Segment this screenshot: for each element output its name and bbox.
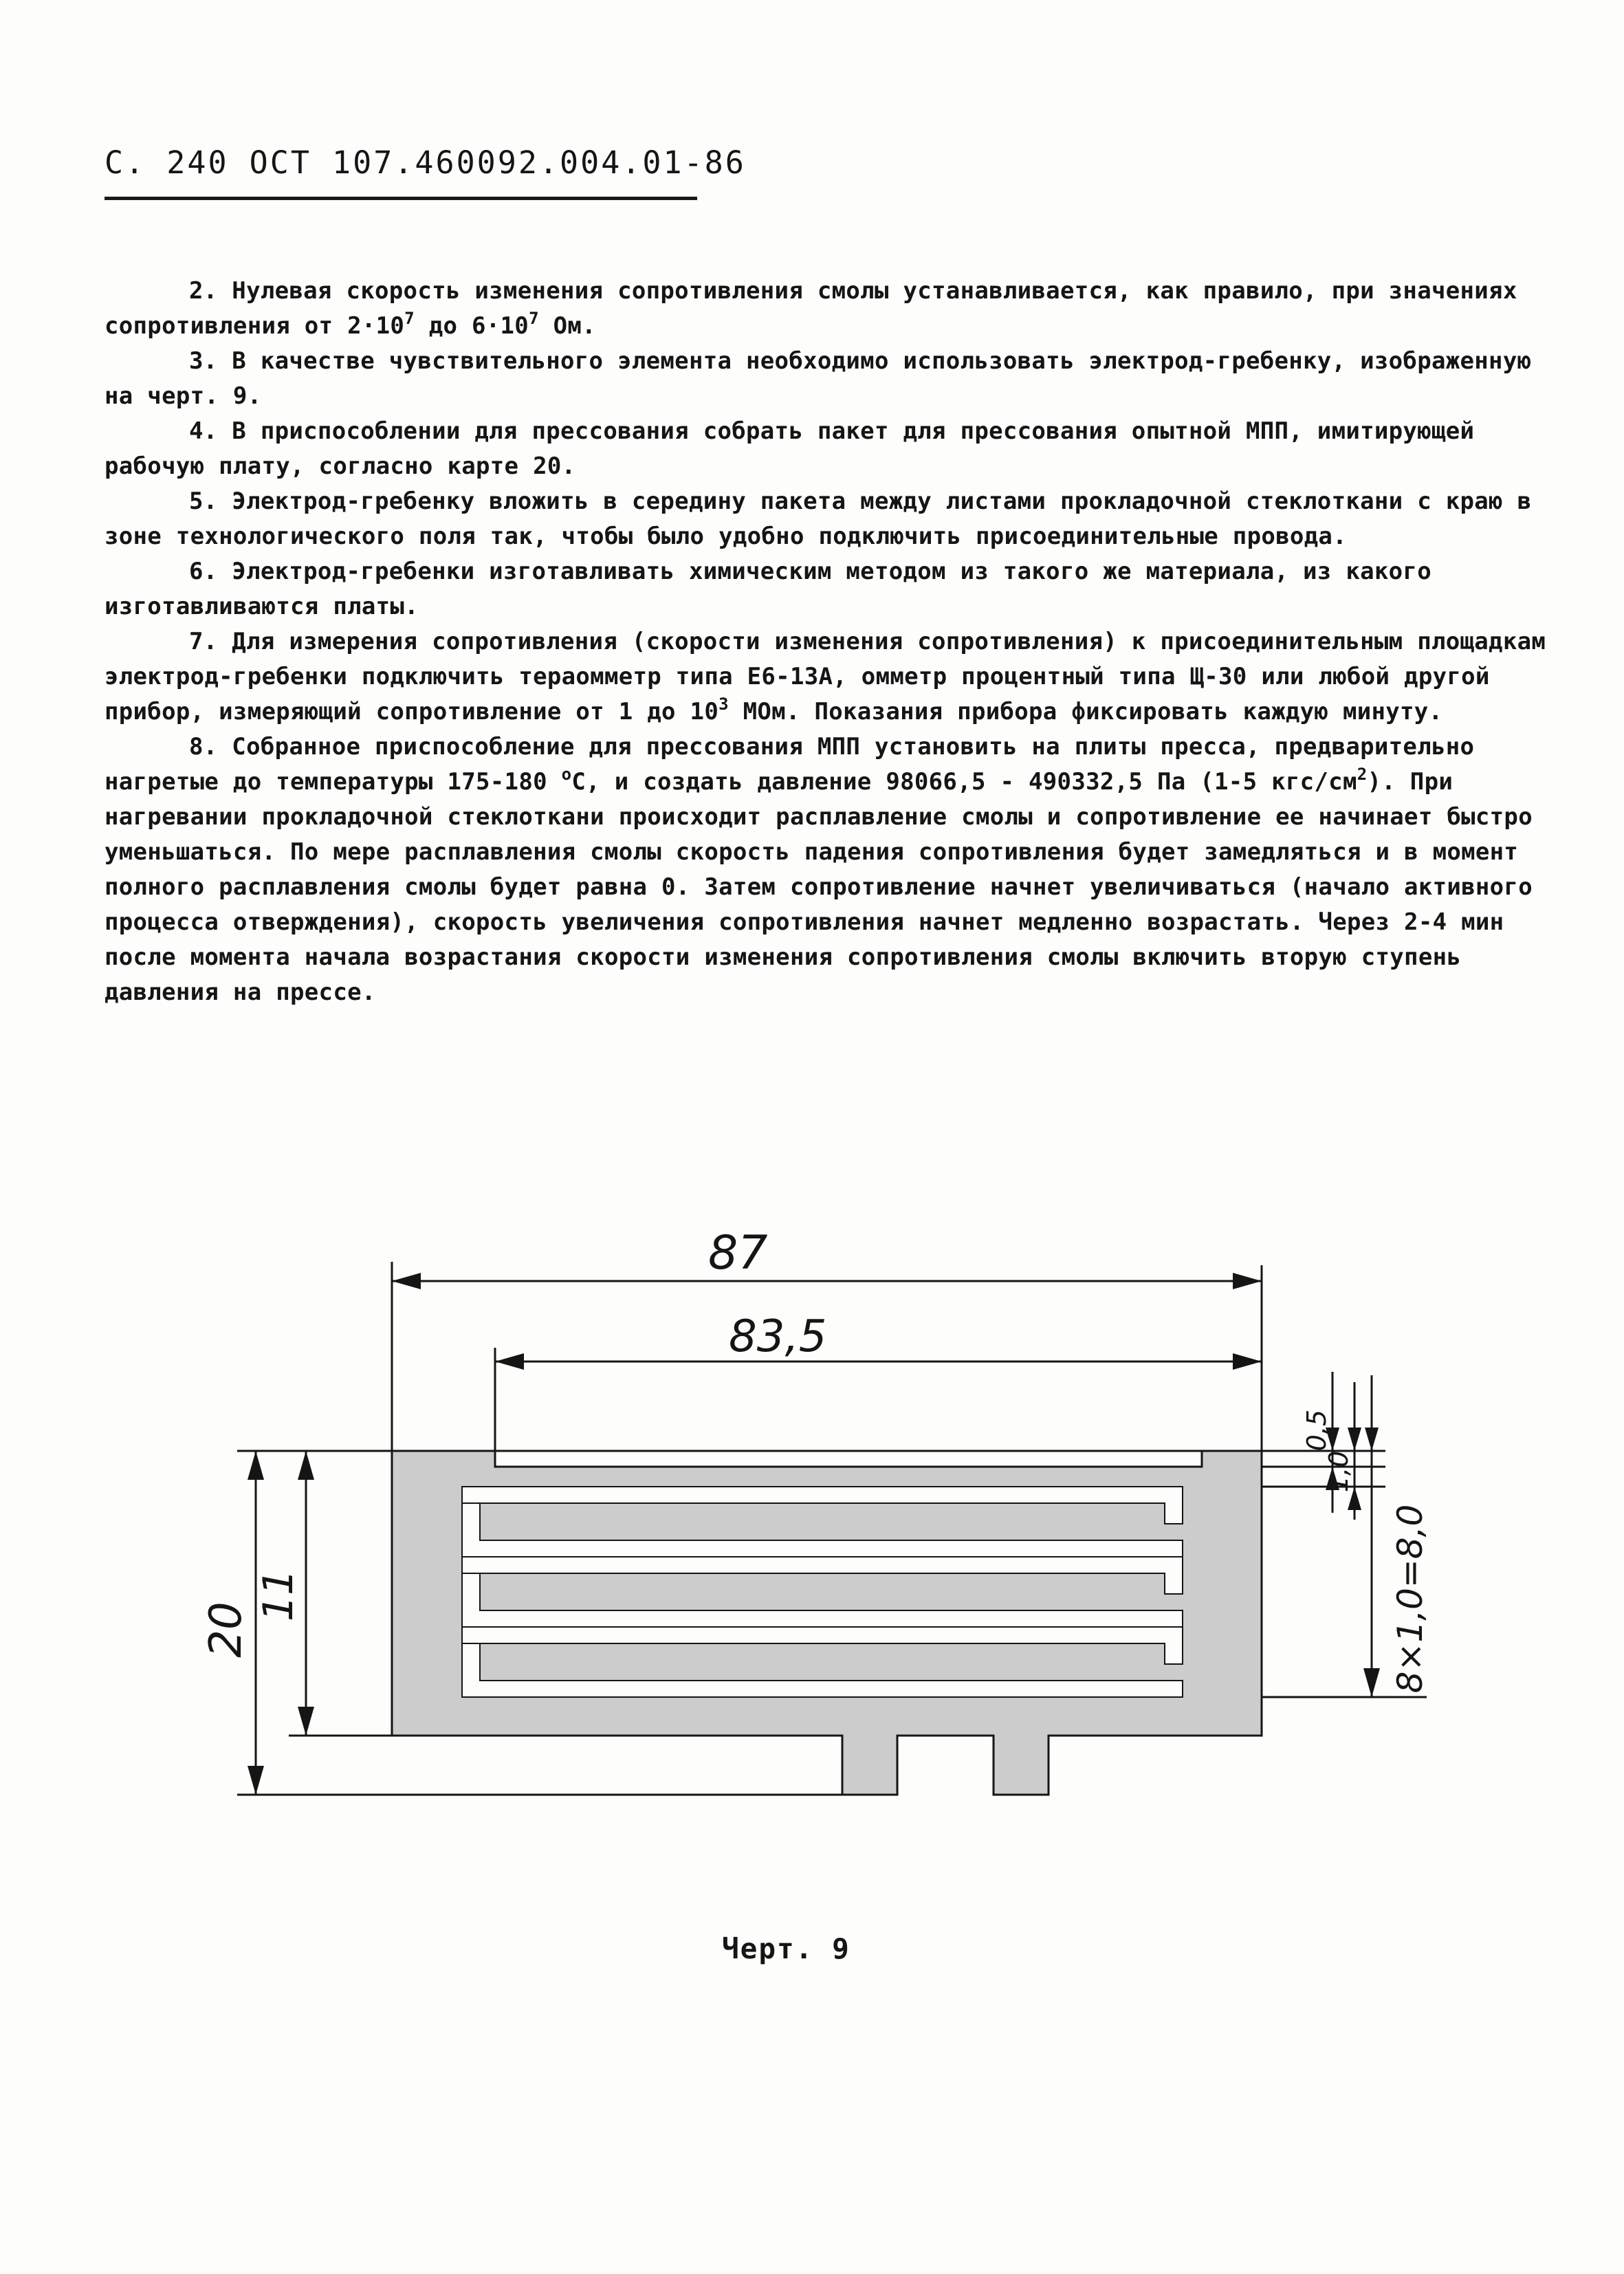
exponent: 7	[529, 308, 539, 328]
arrowhead	[1363, 1668, 1380, 1697]
exponent: 2	[1357, 764, 1368, 784]
paragraph-8	[105, 730, 1548, 1010]
arrowhead	[1233, 1273, 1262, 1289]
arrowhead	[392, 1273, 421, 1289]
dim-label-1-0: 1,0	[1324, 1450, 1354, 1493]
paragraph-8-text-b: С, и создать давление 98066,5 - 490332,5 Па (1-5 кгс/см	[571, 768, 1357, 796]
degree-sign: о	[561, 764, 572, 784]
arrowhead	[495, 1353, 524, 1370]
exponent: 7	[404, 308, 415, 328]
electrode-comb-drawing	[0, 1210, 1624, 1829]
dim-label-span: 8×1,0=8,0	[1390, 1504, 1430, 1694]
body-text	[105, 274, 1548, 1010]
paragraph-6: 6. Электрод-гребенки изготавливать химическим методом из такого же материала, из какого изготавливаются платы.	[105, 558, 1431, 620]
dim-label-11: 11	[254, 1568, 303, 1622]
paragraph-7-text-a: 7. Для измерения сопротивления (скорости изменения сопротивления) к присоединительным площадкам электрод-гребенки подключить тераомметр типа Е6-13А, омметр процентный типа Щ-30 или любой другой прибор, измеряющий сопротивление от 1 до 10	[105, 628, 1546, 725]
arrowhead	[1365, 1428, 1379, 1451]
paragraph-8-text-c: ). При нагревании прокладочной стеклоткани происходит расплавление смолы и сопротивление ее начинает быстро уменьшаться. По мере расплавления смолы скорость падения сопротивления будет замедляться и в момент полного расплавления смолы будет равна 0. Затем сопротивление начнет увеличиваться (начало активного процесса отверждения), скорость увеличения сопротивления начнет медленно возрастать. Через 2-4 мин после момента начала возрастания скорости изменения сопротивления смолы включить вторую ступень давления на прессе.	[105, 768, 1533, 1006]
paragraph-5: 5. Электрод-гребенку вложить в середину пакета между листами прокладочной стеклоткани с краю в зоне технологического поля так, чтобы было удобно подключить присоединительные провода.	[105, 488, 1532, 550]
paragraph-2	[105, 274, 1548, 344]
figure-caption: Черт. 9	[722, 1932, 851, 1965]
paragraph-8-text-a: 8. Собранное приспособление для прессования МПП установить на плиты пресса, предварительно нагретые до температуры 175-180	[105, 733, 1475, 796]
paragraph-7	[105, 624, 1548, 730]
arrowhead	[298, 1451, 314, 1480]
paragraph-2-text-c: Ом.	[538, 312, 596, 340]
dim-label-83-5: 83,5	[729, 1311, 827, 1362]
paragraph-2-text-a: 2. Нулевая скорость изменения сопротивления смолы устанавливается, как правило, при значениях сопротивления от 2·10	[105, 277, 1517, 340]
arrowhead	[248, 1766, 264, 1795]
dim-label-20: 20	[201, 1601, 252, 1658]
header-rule	[105, 197, 697, 200]
exponent: 3	[718, 694, 729, 714]
dim-label-0-5: 0,5	[1302, 1409, 1332, 1452]
paragraph-7-text-b: МОм. Показания прибора фиксировать каждую минуту.	[728, 698, 1443, 725]
arrowhead	[248, 1451, 264, 1480]
paragraph-3: 3. В качестве чувствительного элемента необходимо использовать электрод-гребенку, изображенную на черт. 9.	[105, 347, 1532, 410]
dim-label-87: 87	[708, 1226, 768, 1280]
paragraph-2-text-b: до 6·10	[414, 312, 529, 340]
arrowhead	[1233, 1353, 1262, 1370]
page-header: С. 240 ОСТ 107.460092.004.01-86	[105, 144, 746, 181]
arrowhead	[298, 1707, 314, 1736]
paragraph-4: 4. В приспособлении для прессования собрать пакет для прессования опытной МПП, имитирующей рабочую плату, согласно карте 20.	[105, 417, 1475, 480]
arrowhead	[1348, 1428, 1361, 1451]
